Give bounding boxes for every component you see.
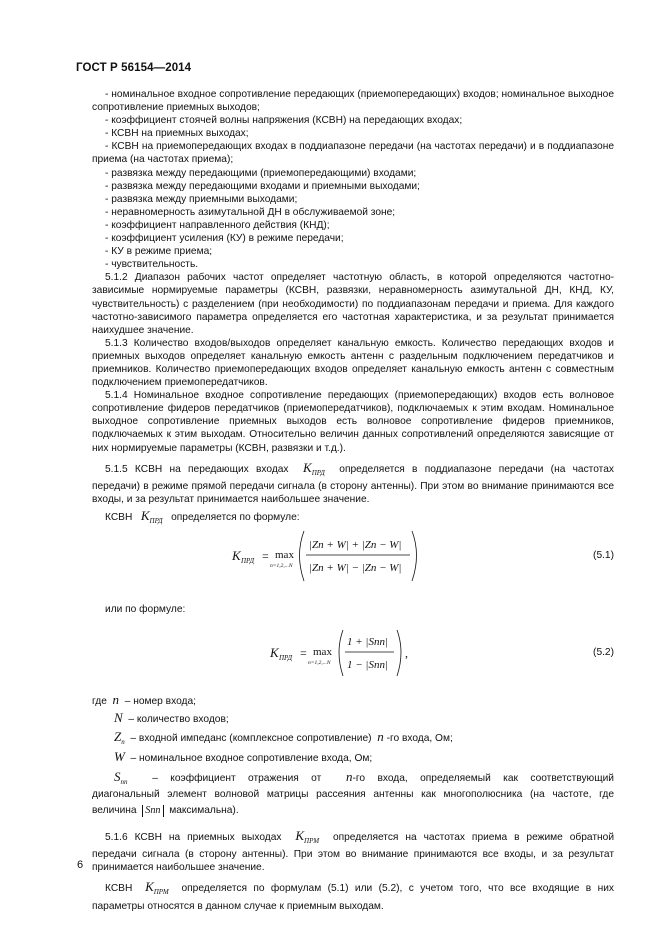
list-item: - развязка между передающими (приемопередающими) входами; (105, 167, 417, 179)
list-item: - развязка между приемными выходами; (105, 193, 298, 205)
list-item: - КСВН на приемопередающих входах в поддиапазоне передачи (на частотах передачи) и в поддиапазоне приема (на частотах приема); (92, 141, 614, 166)
list-item: - КСВН на приемных выходах; (105, 128, 249, 140)
symbol: N (114, 710, 123, 726)
symbol-k: K (140, 507, 150, 523)
formula-op: max (275, 549, 294, 561)
paragraph-5-1-5-cont: передачи) в режиме прямой передачи сигнала (в сторону антенны). При этом во внимание принимаются все входы, и за результат принимается наибольшее значение. (92, 480, 614, 505)
formula-eq: = (300, 646, 307, 661)
text: определяется на частотах приема в режиме обратной (332, 832, 615, 844)
paragraph-5-1-6-line1 (92, 829, 614, 845)
text: -го входа, Ом; (386, 733, 453, 745)
formula-lhs: K (270, 645, 279, 661)
formula-lhs: K (232, 548, 241, 563)
doc-header: ГОСТ Р 56154—2014 (76, 62, 192, 74)
symbol-sub: n (121, 738, 125, 747)
list-item: - коэффициент усиления (КУ) в режиме передачи; (105, 233, 344, 245)
def-N (92, 710, 614, 728)
text: – коэффициент отражения от (152, 773, 322, 785)
paren-left (339, 630, 343, 676)
symbol-sub: ПРД (149, 516, 163, 525)
symbol-k: K (295, 828, 305, 844)
text: 5.1.6 КСВН на приемных выходах (105, 832, 282, 844)
def-W (92, 748, 614, 768)
page-number: 6 (77, 859, 84, 871)
last-paragraph-cont: параметры относятся в данном случае к приемным выходам. (92, 900, 384, 912)
symbol-sub: ПРД (311, 468, 325, 477)
paren-right (397, 630, 401, 676)
text: КСВН (105, 883, 133, 895)
or-line: или по формуле: (105, 604, 186, 615)
symbol-k: K (145, 879, 154, 895)
text: – входной импеданс (комплексное сопротивление) (130, 733, 372, 745)
paragraph-5-1-5-line1 (92, 461, 614, 477)
symbol-sub: ПРМ (153, 888, 169, 897)
paragraph-5-1-6-cont: передачи сигнала (в сторону антенны). При этом во внимание принимаются все входы, и за результат принимается наибольшее значение. (92, 849, 614, 874)
formula-5-1 (92, 525, 614, 591)
ksvn-line (92, 509, 614, 525)
text: максимальна). (169, 805, 239, 817)
paragraph-5-1-3: 5.1.3 Количество входов/выходов определяет канальную емкость. Количество передающих входов и приемных выходов определяет канальную емкость антенн с раздельным подключением передатчиков и приемников. Количество приемопередающих входов определяет канальную емкость антенн с совместным подключением приемопередатчиков. (92, 337, 614, 389)
paren-left (300, 531, 305, 581)
list-item: - развязка между передающими входами и приемными выходами; (105, 180, 420, 192)
def-S-cont: диагональный элемент волновой матрицы рассеяния антенны как многополюсника (на частоте, где (92, 789, 614, 801)
symbol: W (114, 749, 125, 765)
text: 5.1.5 КСВН на передающих входах (105, 463, 289, 475)
formula-op-sub: n=1,2,...N (308, 660, 331, 667)
paren-right (412, 531, 417, 581)
list-item: - коэффициент стоячей волны напряжения (КСВН) на передающих входах; (105, 115, 463, 127)
symbol: S (114, 769, 121, 785)
formula-5-1-svg (92, 525, 614, 591)
formula-lhs-sub: ПРД (241, 557, 255, 565)
paragraph-5-1-2: 5.1.2 Диапазон рабочих частот определяет частотную область, в которой определяются частотно-зависимые нормируемые параметры (КСВН, развязки, неравномерность азимутальной ДН, КНД, КУ, чувствительность) с разделением (при необходимости) по поддиапазонам передачи и приема. Для каждого частотно-зависимого параметра определяется его частотная характеристика, и за результат принимается наихудшее значение. (92, 272, 614, 336)
text: величина (92, 805, 137, 817)
formula-5-2-svg (92, 622, 614, 688)
formula-op-sub: n=1,2,...N (270, 563, 293, 569)
text: КСВН (105, 511, 133, 523)
def-n (92, 692, 614, 710)
formula-number: (5.2) (593, 647, 614, 659)
formula-op: max (313, 646, 332, 659)
text: – номер входа; (124, 696, 196, 708)
formula-denominator: 1 − |Snn| (347, 659, 388, 672)
document-body (92, 88, 614, 913)
def-S-end (92, 801, 614, 821)
symbol-sub: ПРМ (304, 837, 320, 846)
text: определяется по формуле: (171, 511, 300, 523)
text: – количество входов; (128, 714, 229, 726)
list-item: - коэффициент направленного действия (КНД); (105, 219, 330, 231)
last-paragraph-line1 (92, 880, 614, 896)
text: определяется в поддиапазоне передачи (на частотах (339, 463, 614, 475)
formula-5-2 (92, 622, 614, 688)
list-item: - номинальное входное сопротивление передающих (приемопередающих) входов; номинальное выходное сопротивление приемных выходов; (92, 89, 614, 114)
symbol: n (377, 729, 384, 745)
symbol: Z (114, 729, 122, 745)
def-S (92, 768, 614, 788)
symbol-sub: nn (120, 778, 128, 787)
def-Z (92, 728, 614, 748)
paragraph-5-1-4: 5.1.4 Номинальное входное сопротивление передающих (приемопередающих) входов есть волновое сопротивление фидеров передатчиков (приемопередатчиков), подключаемых к этим входам. Номинальное выходное сопротивление приемных выходов есть волновое сопротивление фидеров приемников, подключаемых к этим выходам. Относительно величин данных сопротивлений определяются зависящие от них нормируемые параметры (КСВН, развязки и т.д.). (92, 390, 614, 454)
formula-tail: , (405, 646, 408, 661)
formula-denominator: |Zn + W| − |Zn − W| (309, 562, 402, 574)
definitions (92, 692, 614, 821)
text: где (92, 696, 107, 708)
abs-symbol: Snn (142, 805, 163, 817)
text: определяется по формулам (5.1) или (5.2), с учетом того, что все входящие в них (181, 883, 614, 895)
formula-lhs-sub: ПРД (279, 654, 293, 663)
symbol-k: K (303, 459, 312, 475)
symbol: n (112, 692, 120, 708)
symbol: n (346, 769, 353, 785)
list-item: - чувствительность. (105, 259, 199, 271)
formula-eq: = (262, 549, 269, 563)
formula-numerator: |Zn + W| + |Zn − W| (309, 539, 402, 551)
text: – номинальное входное сопротивление входа, Ом; (130, 753, 373, 765)
list-item: - неравномерность азимутальной ДН в обслуживаемой зоне; (105, 206, 396, 218)
list-item: - КУ в режиме приема; (105, 246, 213, 258)
formula-numerator: 1 + |Snn| (347, 636, 388, 649)
text: -го входа, определяемый как соответствующий (352, 773, 614, 785)
formula-number: (5.1) (593, 550, 614, 561)
parameter-list (92, 88, 614, 271)
